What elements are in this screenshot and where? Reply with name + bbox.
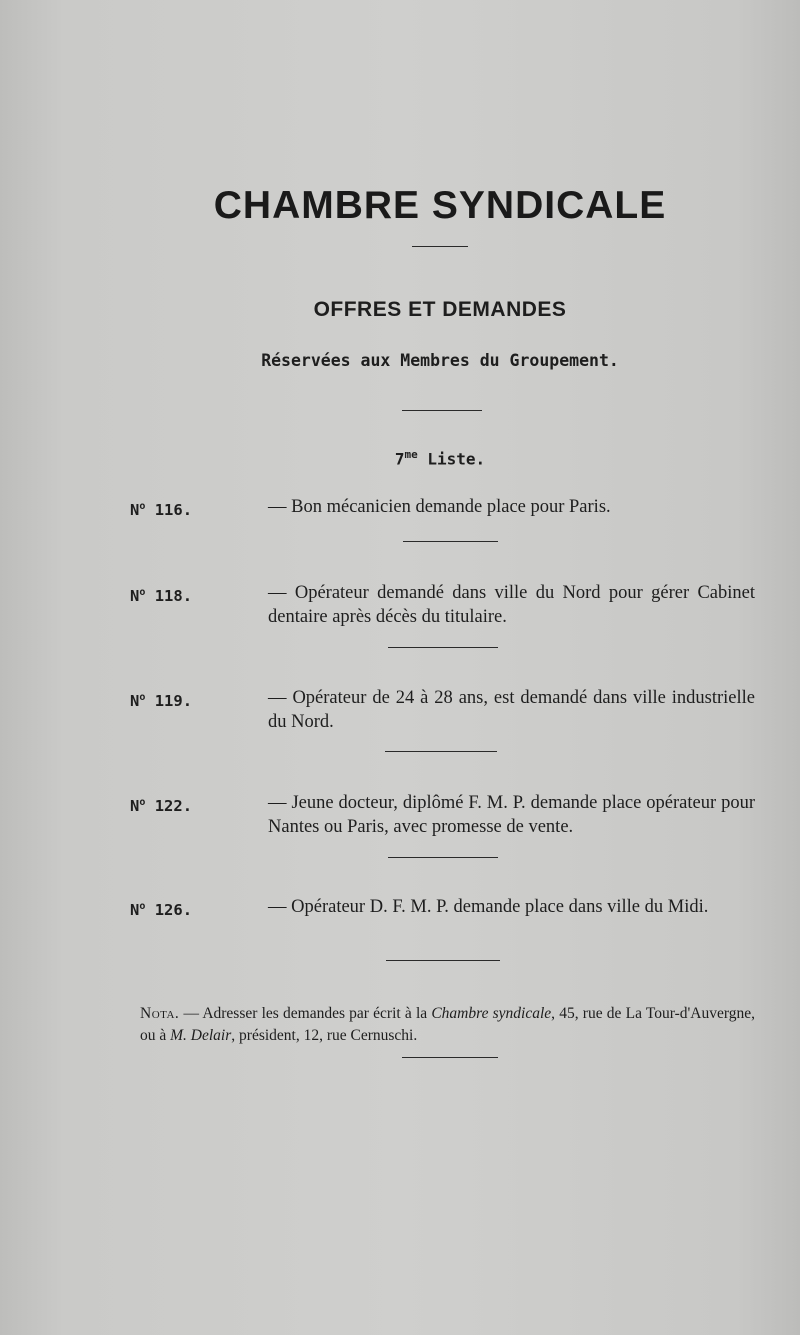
list-number-suffix: me — [404, 448, 418, 461]
entry-text: — Opérateur D. F. M. P. demande place dans ville du Midi. — [268, 897, 709, 917]
list-number: 7 — [394, 449, 405, 469]
footnote-divider — [402, 1057, 498, 1058]
list-heading — [0, 448, 800, 468]
footnote — [140, 1003, 755, 1047]
entry-text: — Opérateur de 24 à 28 ans, est demandé dans ville industrielle du Nord. — [268, 688, 756, 732]
reserved-note: Réservées aux Membres du Groupement. — [261, 351, 619, 370]
footnote-chambre: Chambre syndicale — [431, 1005, 552, 1022]
list-item — [130, 495, 755, 519]
entry-text: — Jeune docteur, diplômé F. M. P. demande place opérateur pour Nantes ou Paris, avec promesse de vente. — [268, 793, 755, 837]
entry-text: — Bon mécanicien demande place pour Paris. — [268, 497, 611, 517]
section-subtitle: OFFRES ET DEMANDES — [313, 298, 567, 321]
entry-divider — [388, 647, 498, 648]
list-label: Liste. — [427, 449, 486, 469]
header-divider — [402, 410, 482, 411]
footnote-text: — Adresser les demandes par écrit à la — [179, 1005, 432, 1022]
footnote-label: Nota. — [140, 1005, 180, 1022]
entry-divider — [385, 751, 497, 752]
list-item — [130, 686, 755, 734]
footnote-delair: M. Delair — [170, 1027, 232, 1044]
entry-divider — [386, 960, 500, 961]
entry-number: $N^o$ 122. — [130, 797, 193, 816]
entry-number: $N^o$ 118. — [130, 587, 193, 606]
entry-divider — [403, 541, 498, 542]
title-divider — [412, 246, 468, 247]
footnote-address: , 45, rue de La Tour-d'Auvergne, ou à — [140, 1005, 756, 1044]
entry-number: $N^o$ 116. — [130, 501, 193, 520]
entry-number: $N^o$ 126. — [130, 901, 193, 920]
footnote-end: , président, 12, rue Cernuschi. — [231, 1027, 418, 1044]
list-item — [130, 895, 755, 919]
page-title: CHAMBRE SYNDICALE — [213, 184, 667, 227]
entry-text: — Opérateur demandé dans ville du Nord pour gérer Cabinet dentaire après décès du titulaire. — [268, 583, 755, 627]
list-item — [130, 791, 755, 839]
list-item — [130, 581, 755, 629]
entry-number: $N^o$ 119. — [130, 692, 193, 711]
entry-divider — [388, 857, 498, 858]
